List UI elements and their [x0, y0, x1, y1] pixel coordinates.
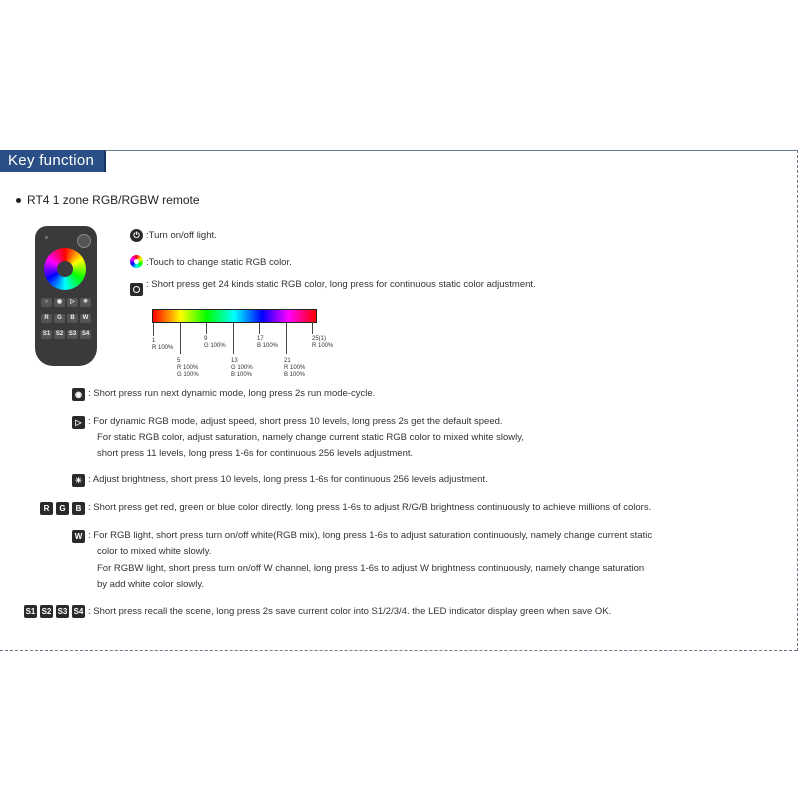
- brightness-description: : Adjust brightness, short press 10 levels, long press 1-6s for continuous 256 levels adjustment.: [88, 474, 488, 485]
- scene-description: : Short press recall the scene, long press 2s save current color into S1/2/3/4. the LED indicator display green when save OK.: [88, 606, 612, 617]
- scale-label-value: G 100%: [204, 343, 226, 349]
- remote-image: [35, 226, 97, 366]
- s2-key-icon: S2: [41, 607, 52, 616]
- dynamic-description: : Short press run next dynamic mode, long press 2s run mode-cycle.: [88, 388, 376, 399]
- scale-label: [177, 358, 199, 379]
- scale-label: [257, 336, 278, 350]
- remote-button: ▷: [67, 298, 78, 307]
- model-title-text: RT4 1 zone RGB/RGBW remote: [27, 193, 200, 207]
- scale-label-index: 17: [257, 336, 264, 342]
- w-key-icon: W: [72, 530, 85, 543]
- remote-button: S4: [81, 331, 90, 337]
- scale-tick: [153, 322, 154, 336]
- scale-label-index: 9: [204, 336, 208, 342]
- scale-label-value: B 100%: [231, 372, 253, 378]
- scale-label-value: R 100%: [312, 343, 334, 349]
- rgb-description: : Short press get red, green or blue color directly. long press 1-6s to adjust R/G/B brightness continuously to achieve millions of colors.: [88, 502, 652, 513]
- scale-tick: [206, 322, 207, 334]
- scale-label-value: B 100%: [284, 372, 306, 378]
- remote-button: S2: [55, 331, 64, 337]
- g-key-icon: G: [56, 502, 69, 515]
- dynamic-mode-icon: ◉: [72, 388, 85, 401]
- scale-tick: [180, 322, 181, 354]
- w-description-2: color to mixed white slowly.: [97, 546, 212, 557]
- static-description: : Short press get 24 kinds static RGB color, long press for continuous static color adjustment.: [146, 279, 536, 290]
- w-description-4: by add white color slowly.: [97, 579, 205, 590]
- remote-button: S3: [68, 331, 77, 337]
- content-frame-bottom: [0, 650, 797, 651]
- brightness-icon: ✳: [72, 474, 85, 487]
- scale-label-value: G 100%: [231, 365, 253, 371]
- scale-label-index: 13: [231, 358, 238, 364]
- scale-label: [284, 358, 305, 379]
- scale-label-value: B 100%: [257, 343, 279, 349]
- remote-button: R: [41, 314, 52, 323]
- w-description-3: For RGBW light, short press turn on/off W channel, long press 1-6s to adjust W brightness continuously, namely change saturation: [97, 563, 645, 574]
- power-icon: ⏻: [130, 229, 143, 242]
- scale-label-value: R 100%: [284, 365, 306, 371]
- touch-description: :Touch to change static RGB color.: [146, 257, 292, 268]
- remote-button: S1: [42, 331, 51, 337]
- scale-label: [152, 338, 173, 352]
- scale-label: [231, 358, 253, 379]
- scale-tick: [312, 322, 313, 334]
- static-color-icon: [130, 283, 143, 296]
- color-wheel-icon: [130, 255, 143, 268]
- scale-label: [312, 336, 333, 350]
- remote-button: ✳: [80, 298, 91, 307]
- scale-label-index: 25(1): [312, 336, 327, 342]
- b-key-icon: B: [72, 502, 85, 515]
- model-title: [16, 193, 200, 207]
- r-key-icon: R: [40, 502, 53, 515]
- scale-label-value: G 100%: [177, 372, 199, 378]
- remote-button: ○: [41, 298, 52, 307]
- scale-tick: [233, 322, 234, 354]
- remote-button: ◉: [54, 298, 65, 307]
- led-indicator: [45, 236, 48, 239]
- remote-power-button: [77, 234, 91, 248]
- remote-button: B: [67, 314, 78, 323]
- speed-description-1: : For dynamic RGB mode, adjust speed, short press 10 levels, long press 2s get the default speed.: [88, 416, 503, 427]
- bullet-icon: [16, 198, 21, 203]
- speed-description-2: For static RGB color, adjust saturation, namely change current static RGB color to mixed white slowly,: [97, 432, 524, 443]
- speed-description-3: short press 11 levels, long press 1-6s for continuous 256 levels adjustment.: [97, 448, 414, 459]
- s4-key-icon: S4: [73, 607, 84, 616]
- scale-label-index: 1: [152, 338, 156, 344]
- scale-tick: [286, 322, 287, 354]
- section-tab: Key function: [0, 150, 106, 172]
- scale-label-index: 21: [284, 358, 291, 364]
- scale-tick: [259, 322, 260, 334]
- color-scale-bar: [152, 309, 317, 323]
- speed-icon: ▷: [72, 416, 85, 429]
- power-description: :Turn on/off light.: [146, 230, 217, 241]
- scale-label-value: R 100%: [177, 365, 199, 371]
- scale-label: [204, 336, 226, 350]
- s3-key-icon: S3: [57, 607, 68, 616]
- remote-button: G: [54, 314, 65, 323]
- w-description-1: : For RGB light, short press turn on/off white(RGB mix), long press 1-6s to adjust saturation continuously, namely change current static: [88, 530, 653, 541]
- scale-label-value: R 100%: [152, 345, 174, 351]
- remote-color-wheel: [44, 248, 86, 290]
- s1-key-icon: S1: [25, 607, 36, 616]
- scale-label-index: 5: [177, 358, 181, 364]
- remote-button: W: [80, 314, 91, 323]
